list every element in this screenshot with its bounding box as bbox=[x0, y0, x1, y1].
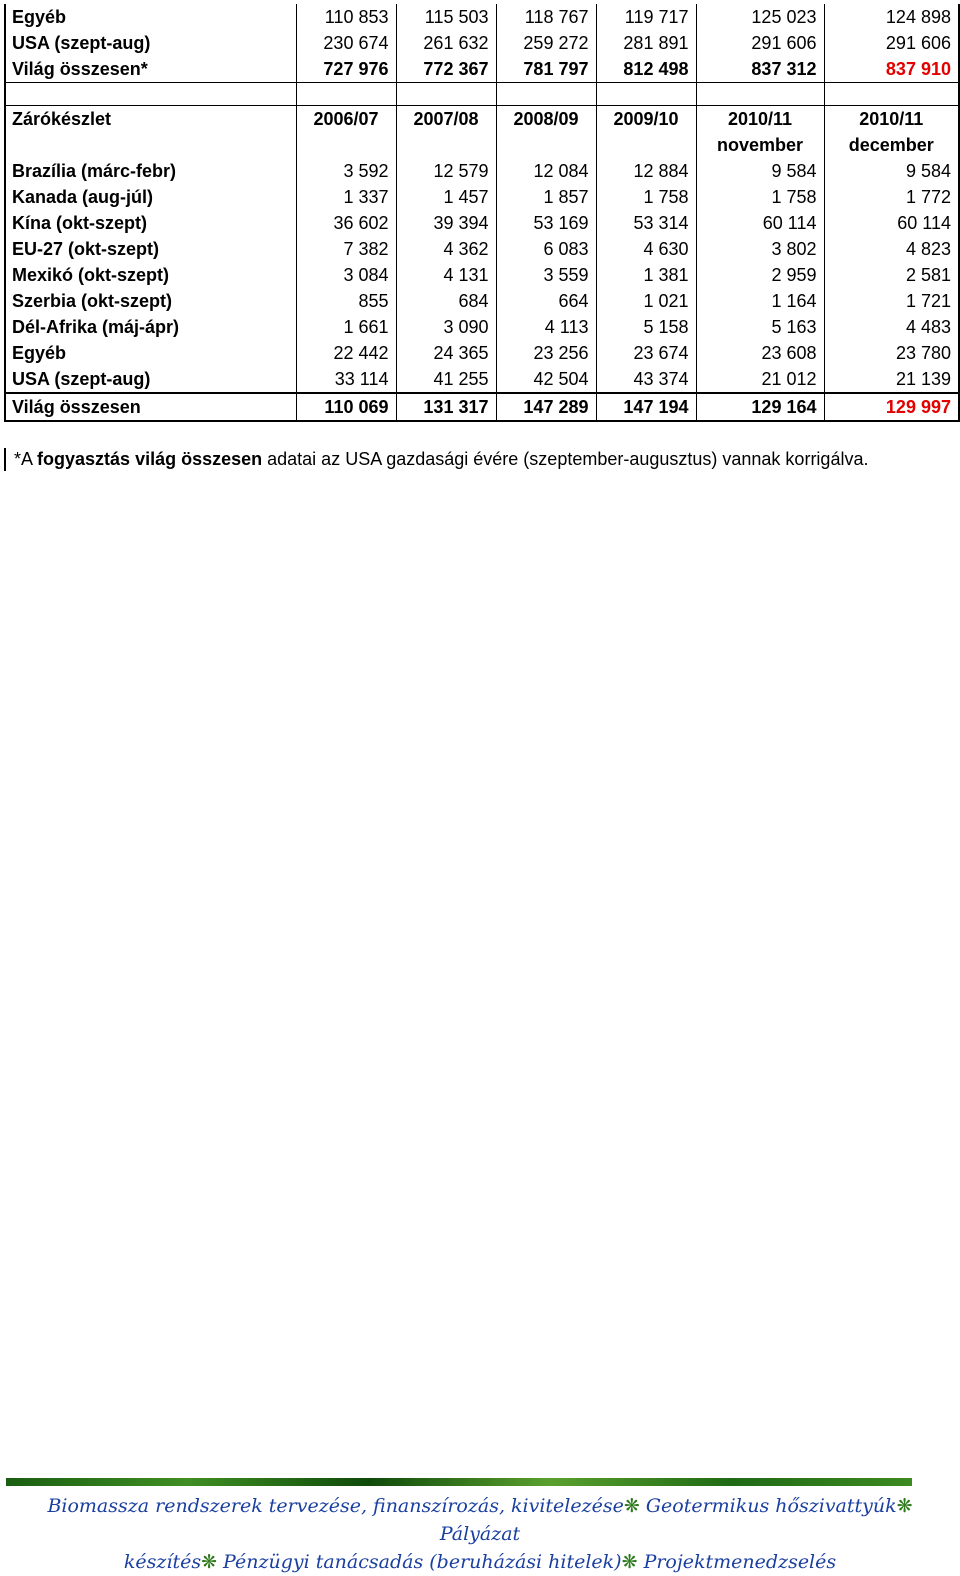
flower-icon: ❋ bbox=[623, 1495, 640, 1517]
table-row bbox=[5, 236, 959, 262]
month-header bbox=[596, 132, 696, 158]
footnote-suffix: adatai az USA gazdasági évére (szeptember-augusztus) vannak korrigálva. bbox=[262, 449, 869, 469]
value-cell: 23 608 bbox=[696, 340, 824, 366]
value-cell: 110 853 bbox=[296, 4, 396, 30]
table-row bbox=[5, 340, 959, 366]
row-label: USA (szept-aug) bbox=[5, 366, 296, 393]
month-header: december bbox=[824, 132, 959, 158]
total-value: 131 317 bbox=[396, 393, 496, 421]
value-cell: 727 976 bbox=[296, 56, 396, 83]
value-cell: 812 498 bbox=[596, 56, 696, 83]
value-cell: 119 717 bbox=[596, 4, 696, 30]
value-cell: 291 606 bbox=[696, 30, 824, 56]
value-cell: 115 503 bbox=[396, 4, 496, 30]
year-header: 2009/10 bbox=[596, 106, 696, 133]
value-cell: 837 312 bbox=[696, 56, 824, 83]
total-value: 129 997 bbox=[824, 393, 959, 421]
table-row bbox=[5, 262, 959, 288]
footer-tagline bbox=[20, 1492, 940, 1576]
row-label: Egyéb bbox=[5, 4, 296, 30]
empty-cell bbox=[596, 83, 696, 106]
value-cell: 1 857 bbox=[496, 184, 596, 210]
value-cell: 3 559 bbox=[496, 262, 596, 288]
value-cell: 12 884 bbox=[596, 158, 696, 184]
table-row bbox=[5, 210, 959, 236]
value-cell: 60 114 bbox=[824, 210, 959, 236]
footer-item: Biomassza rendszerek tervezése, finanszírozás, kivitelezése bbox=[47, 1495, 624, 1517]
value-cell: 9 584 bbox=[696, 158, 824, 184]
flower-icon: ❋ bbox=[896, 1495, 913, 1517]
value-cell: 43 374 bbox=[596, 366, 696, 393]
row-label: Egyéb bbox=[5, 340, 296, 366]
value-cell: 21 012 bbox=[696, 366, 824, 393]
value-cell: 664 bbox=[496, 288, 596, 314]
year-header: 2006/07 bbox=[296, 106, 396, 133]
value-cell: 23 780 bbox=[824, 340, 959, 366]
statistics-table bbox=[4, 4, 960, 422]
month-header: november bbox=[696, 132, 824, 158]
empty-cell bbox=[5, 83, 296, 106]
flower-icon: ❋ bbox=[201, 1551, 217, 1573]
value-cell: 3 592 bbox=[296, 158, 396, 184]
value-cell: 781 797 bbox=[496, 56, 596, 83]
row-label: Brazília (márc-febr) bbox=[5, 158, 296, 184]
value-cell: 23 256 bbox=[496, 340, 596, 366]
row-label: Kína (okt-szept) bbox=[5, 210, 296, 236]
table-row bbox=[5, 314, 959, 340]
total-value: 110 069 bbox=[296, 393, 396, 421]
row-label: Mexikó (okt-szept) bbox=[5, 262, 296, 288]
row-label: Világ összesen* bbox=[5, 56, 296, 83]
value-cell: 2 581 bbox=[824, 262, 959, 288]
value-cell: 1 758 bbox=[696, 184, 824, 210]
value-cell: 5 163 bbox=[696, 314, 824, 340]
footer-item: Geotermikus hőszivattyúk bbox=[645, 1495, 897, 1517]
row-label: Dél-Afrika (máj-ápr) bbox=[5, 314, 296, 340]
value-cell: 3 802 bbox=[696, 236, 824, 262]
table-row bbox=[5, 132, 959, 158]
value-cell: 3 090 bbox=[396, 314, 496, 340]
value-cell: 281 891 bbox=[596, 30, 696, 56]
value-cell: 22 442 bbox=[296, 340, 396, 366]
value-cell: 53 314 bbox=[596, 210, 696, 236]
value-cell: 837 910 bbox=[824, 56, 959, 83]
total-value: 147 194 bbox=[596, 393, 696, 421]
value-cell: 4 483 bbox=[824, 314, 959, 340]
footer-item: Pályázat bbox=[439, 1523, 521, 1545]
value-cell: 1 661 bbox=[296, 314, 396, 340]
value-cell: 261 632 bbox=[396, 30, 496, 56]
row-label: EU-27 (okt-szept) bbox=[5, 236, 296, 262]
table-row bbox=[5, 56, 959, 83]
footer-item: Pénzügyi tanácsadás (beruházási hitelek) bbox=[223, 1551, 622, 1573]
value-cell: 1 021 bbox=[596, 288, 696, 314]
value-cell: 230 674 bbox=[296, 30, 396, 56]
value-cell: 39 394 bbox=[396, 210, 496, 236]
value-cell: 12 579 bbox=[396, 158, 496, 184]
row-label: Szerbia (okt-szept) bbox=[5, 288, 296, 314]
value-cell: 23 674 bbox=[596, 340, 696, 366]
value-cell: 772 367 bbox=[396, 56, 496, 83]
value-cell: 24 365 bbox=[396, 340, 496, 366]
value-cell: 1 758 bbox=[596, 184, 696, 210]
value-cell: 259 272 bbox=[496, 30, 596, 56]
value-cell: 21 139 bbox=[824, 366, 959, 393]
value-cell: 125 023 bbox=[696, 4, 824, 30]
value-cell: 2 959 bbox=[696, 262, 824, 288]
empty-cell bbox=[696, 83, 824, 106]
table-row bbox=[5, 30, 959, 56]
total-value: 129 164 bbox=[696, 393, 824, 421]
empty-cell bbox=[5, 132, 296, 158]
year-header: 2007/08 bbox=[396, 106, 496, 133]
footer-item: készítés bbox=[123, 1551, 202, 1573]
value-cell: 3 084 bbox=[296, 262, 396, 288]
year-header: 2010/11 bbox=[696, 106, 824, 133]
month-header bbox=[396, 132, 496, 158]
value-cell: 4 113 bbox=[496, 314, 596, 340]
section-header: Zárókészlet bbox=[5, 106, 296, 133]
table-row bbox=[5, 106, 959, 133]
value-cell: 5 158 bbox=[596, 314, 696, 340]
value-cell: 1 721 bbox=[824, 288, 959, 314]
value-cell: 4 362 bbox=[396, 236, 496, 262]
footer-line-2 bbox=[20, 1548, 940, 1576]
table-row bbox=[5, 184, 959, 210]
value-cell: 291 606 bbox=[824, 30, 959, 56]
value-cell: 9 584 bbox=[824, 158, 959, 184]
month-header bbox=[496, 132, 596, 158]
value-cell: 6 083 bbox=[496, 236, 596, 262]
row-label: USA (szept-aug) bbox=[5, 30, 296, 56]
year-header: 2008/09 bbox=[496, 106, 596, 133]
table-row bbox=[5, 393, 959, 421]
empty-cell bbox=[496, 83, 596, 106]
value-cell: 124 898 bbox=[824, 4, 959, 30]
footnote-bold: fogyasztás világ összesen bbox=[37, 449, 263, 469]
empty-cell bbox=[296, 83, 396, 106]
value-cell: 7 382 bbox=[296, 236, 396, 262]
footnote bbox=[4, 448, 914, 471]
year-header: 2010/11 bbox=[824, 106, 959, 133]
flower-icon: ❋ bbox=[621, 1551, 638, 1573]
total-label: Világ összesen bbox=[5, 393, 296, 421]
footer-line-1 bbox=[20, 1492, 940, 1548]
value-cell: 4 131 bbox=[396, 262, 496, 288]
total-value: 147 289 bbox=[496, 393, 596, 421]
table-row bbox=[5, 4, 959, 30]
value-cell: 1 772 bbox=[824, 184, 959, 210]
empty-cell bbox=[396, 83, 496, 106]
table-row bbox=[5, 288, 959, 314]
value-cell: 684 bbox=[396, 288, 496, 314]
value-cell: 1 457 bbox=[396, 184, 496, 210]
empty-cell bbox=[824, 83, 959, 106]
footer-decorative-bar bbox=[6, 1478, 912, 1486]
value-cell: 1 337 bbox=[296, 184, 396, 210]
row-label: Kanada (aug-júl) bbox=[5, 184, 296, 210]
value-cell: 33 114 bbox=[296, 366, 396, 393]
data-sheet bbox=[4, 4, 958, 422]
value-cell: 1 381 bbox=[596, 262, 696, 288]
value-cell: 42 504 bbox=[496, 366, 596, 393]
value-cell: 118 767 bbox=[496, 4, 596, 30]
month-header bbox=[296, 132, 396, 158]
footnote-prefix: *A bbox=[14, 449, 38, 469]
value-cell: 855 bbox=[296, 288, 396, 314]
value-cell: 41 255 bbox=[396, 366, 496, 393]
table-row bbox=[5, 158, 959, 184]
footer-item: Projektmenedzselés bbox=[643, 1551, 837, 1573]
value-cell: 4 630 bbox=[596, 236, 696, 262]
value-cell: 60 114 bbox=[696, 210, 824, 236]
value-cell: 4 823 bbox=[824, 236, 959, 262]
value-cell: 36 602 bbox=[296, 210, 396, 236]
table-row bbox=[5, 366, 959, 393]
table-row bbox=[5, 83, 959, 106]
value-cell: 53 169 bbox=[496, 210, 596, 236]
value-cell: 1 164 bbox=[696, 288, 824, 314]
value-cell: 12 084 bbox=[496, 158, 596, 184]
